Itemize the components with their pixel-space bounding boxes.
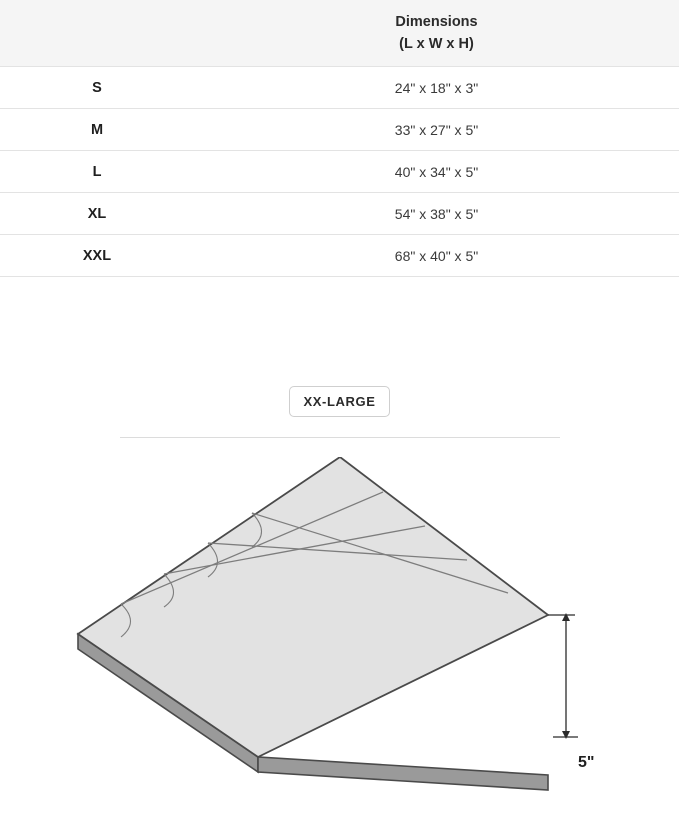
size-label-xl: XL: [0, 193, 194, 235]
table-header-dimensions: [194, 0, 679, 67]
dimensions-subtitle: (L x W x H): [399, 36, 474, 52]
height-label: 5": [578, 754, 595, 771]
bed-top-surface: [78, 457, 548, 757]
section-divider: [120, 437, 560, 438]
height-arrow-down: [562, 731, 570, 739]
height-arrow-up: [562, 613, 570, 621]
mattress-illustration: [0, 457, 679, 827]
badge-container: [0, 386, 679, 417]
table-row: [0, 151, 679, 193]
bed-front-side-face: [258, 757, 548, 790]
size-label-s: S: [0, 67, 194, 109]
size-dimensions-xl: 54" x 38" x 5": [194, 193, 679, 235]
size-dimensions-l: 40" x 34" x 5": [194, 151, 679, 193]
size-dimensions-xxl: 68" x 40" x 5": [194, 235, 679, 277]
size-label-xxl: XXL: [0, 235, 194, 277]
table-row: [0, 109, 679, 151]
size-label-l: L: [0, 151, 194, 193]
table-row: [0, 193, 679, 235]
selected-size-badge[interactable]: XX-LARGE: [289, 386, 391, 417]
table-row: [0, 67, 679, 109]
table-header-blank: [0, 0, 194, 67]
table-header-row: [0, 0, 679, 67]
size-dimensions-s: 24" x 18" x 3": [194, 67, 679, 109]
dimensions-title: Dimensions: [395, 13, 478, 30]
size-chart-table: [0, 0, 679, 277]
table-row: [0, 235, 679, 277]
size-dimensions-m: 33" x 27" x 5": [194, 109, 679, 151]
size-diagram-section: [0, 277, 679, 827]
size-label-m: M: [0, 109, 194, 151]
